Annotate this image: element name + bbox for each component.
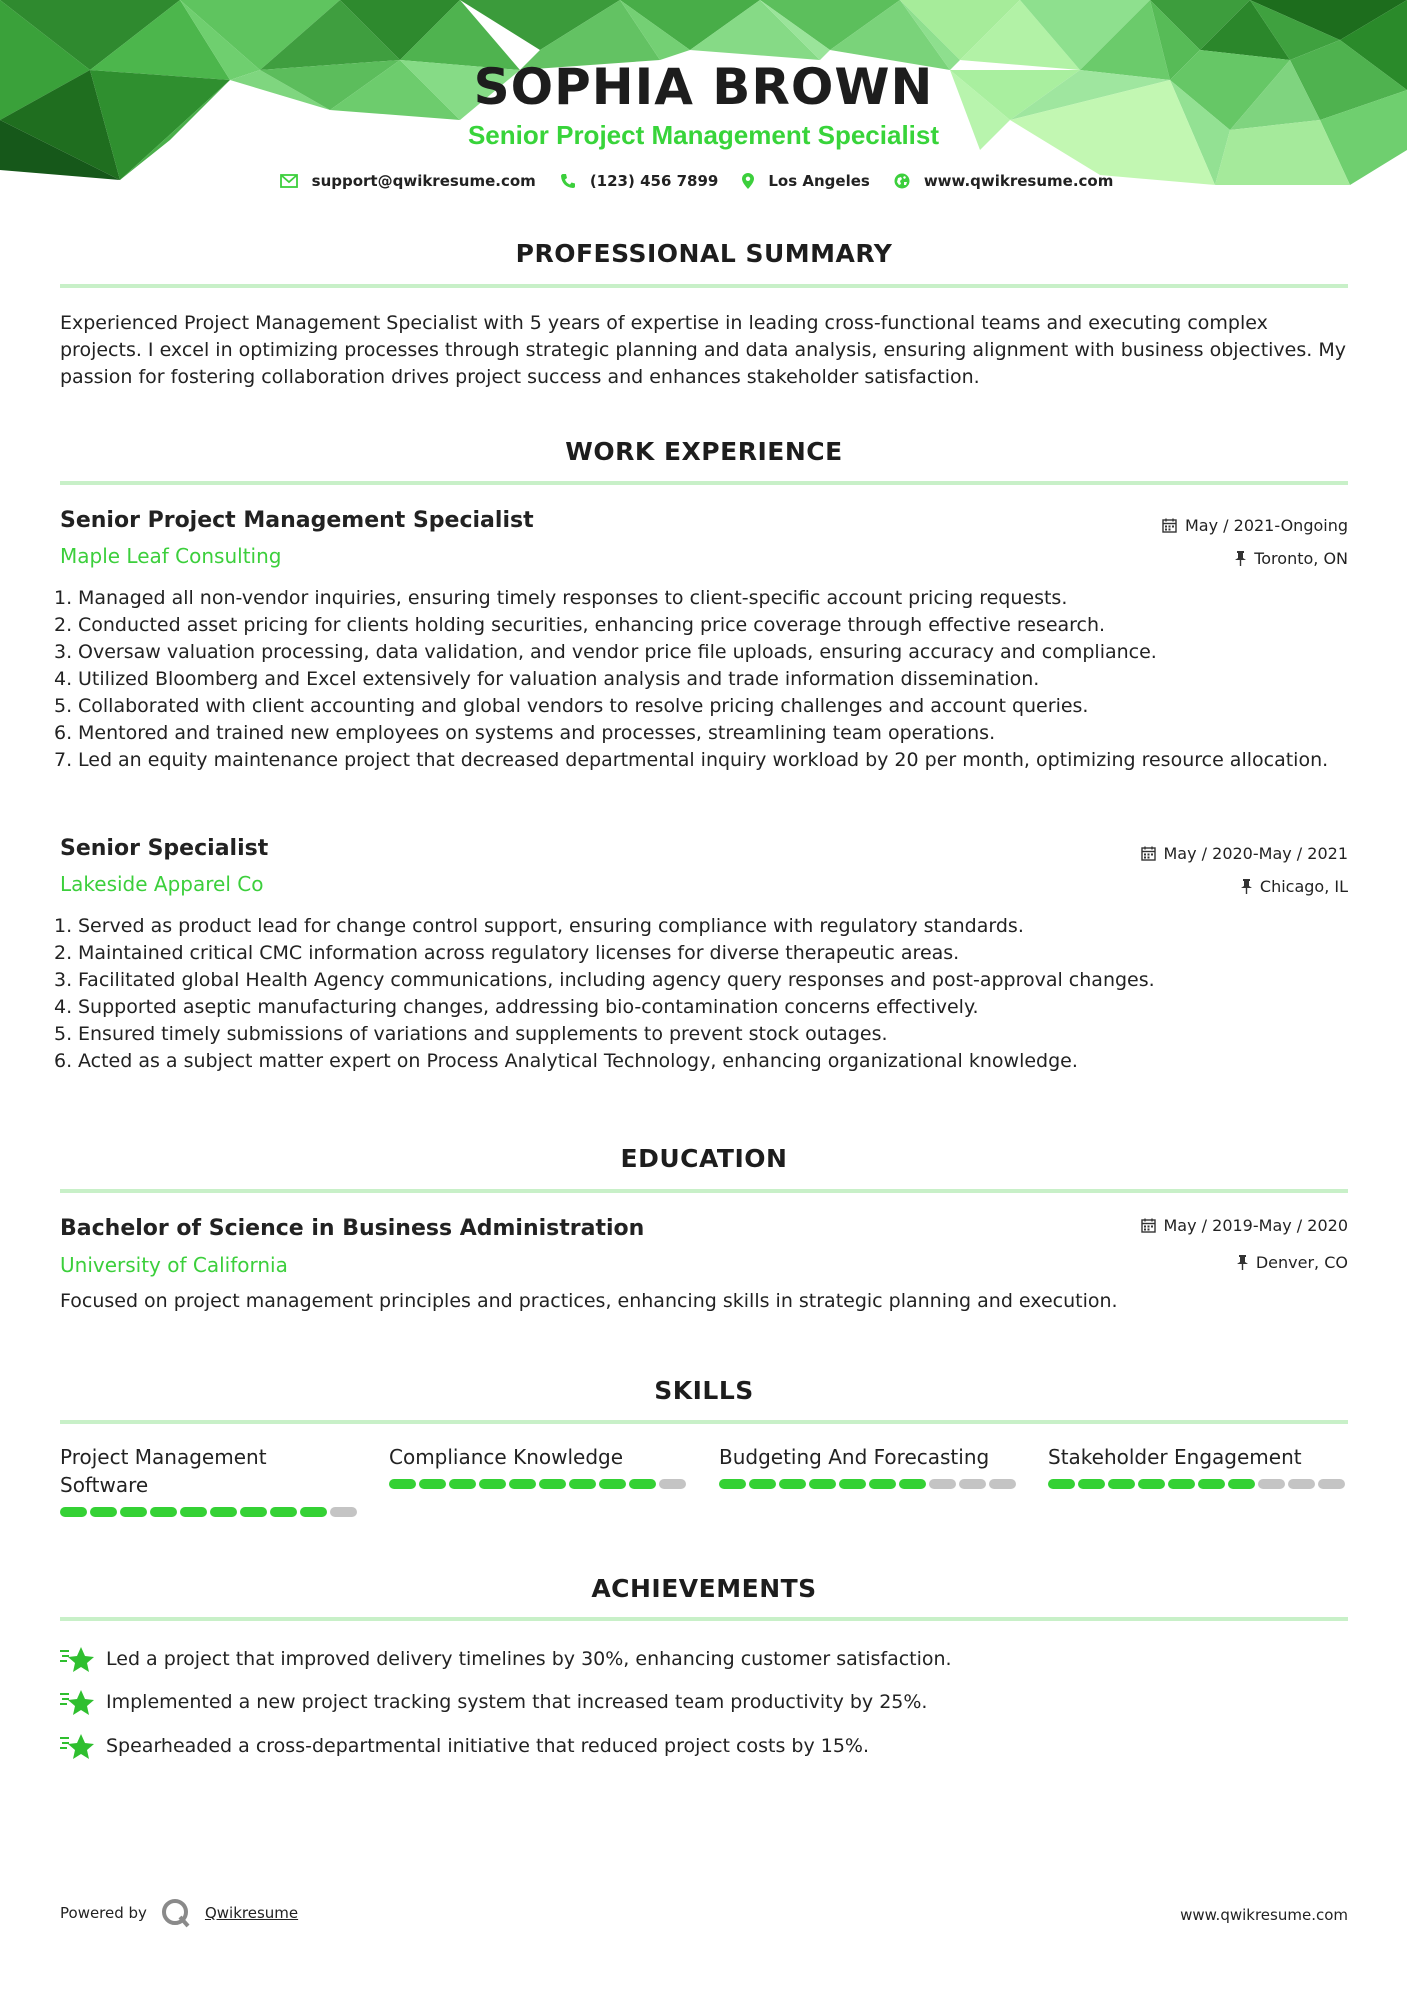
achievement-item [60,1645,952,1673]
job-dates-text: May / 2021-Ongoing [1185,516,1348,535]
skill-level-segment-filled [1048,1479,1075,1489]
skills-heading: SKILLS [654,1376,754,1405]
experience-heading: WORK EXPERIENCE [565,437,843,466]
skill-name: Budgeting And Forecasting [719,1445,990,1469]
calendar-icon [1141,1218,1156,1233]
star-award-icon [60,1732,94,1760]
skill-level-segment-filled [300,1507,327,1517]
skill-item [389,1443,689,1489]
skill-level-bar [60,1507,360,1517]
skill-level-segment-filled [419,1479,446,1489]
calendar-icon [1141,846,1156,861]
contact-phone[interactable] [560,172,719,190]
contact-phone-text: (123) 456 7899 [589,172,719,190]
qwikresume-link[interactable]: Qwikresume [204,1904,299,1922]
education-heading: EDUCATION [620,1144,788,1173]
skill-level-segment-filled [180,1507,207,1517]
list-item: 3. Facilitated global Health Agency communications, including agency query responses and post-approval changes. [54,969,1155,991]
skill-level-segment-filled [629,1479,656,1489]
skill-level-segment-filled [809,1479,836,1489]
skill-level-segment-filled [1108,1479,1135,1489]
education-location-text: Denver, CO [1255,1253,1348,1272]
job-bullet-list [54,585,1350,774]
footer-powered-by [60,1898,298,1928]
skill-level-segment-filled [719,1479,746,1489]
school-name: University of California [60,1253,288,1277]
skill-level-segment-empty [989,1479,1016,1489]
star-award-icon [60,1645,94,1673]
skill-level-segment-filled [150,1507,177,1517]
job-dates [1141,844,1349,863]
contact-website-text: www.qwikresume.com [923,172,1114,190]
list-item: 4. Utilized Bloomberg and Excel extensively for valuation analysis and trade information dissemination. [54,668,1040,690]
contact-location [742,172,869,190]
job-location-text: Chicago, IL [1259,877,1348,896]
skills-divider [60,1420,1348,1424]
summary-heading: PROFESSIONAL SUMMARY [515,239,893,268]
list-item: 1. Served as product lead for change control support, ensuring compliance with regulatory standards. [54,915,1024,937]
skill-level-segment-filled [240,1507,267,1517]
skill-level-segment-filled [509,1479,536,1489]
achievements-heading: ACHIEVEMENTS [591,1574,817,1603]
education-divider [60,1189,1348,1193]
list-item: 2. Maintained critical CMC information across regulatory licenses for diverse therapeutic areas. [54,942,960,964]
globe-icon [894,173,910,189]
contact-website[interactable] [894,172,1114,190]
job-bullet-list [54,913,1350,1075]
experience-divider [60,481,1348,485]
skill-level-segment-empty [959,1479,986,1489]
list-item: 3. Oversaw valuation processing, data validation, and vendor price file uploads, ensuring accuracy and compliance. [54,641,1157,663]
education-dates-text: May / 2019-May / 2020 [1163,1216,1348,1235]
skill-level-segment-empty [659,1479,686,1489]
skill-level-segment-filled [120,1507,147,1517]
skill-level-segment-empty [1318,1479,1345,1489]
calendar-icon [1162,518,1177,533]
skill-level-bar [389,1479,689,1489]
skill-item [60,1443,360,1517]
skill-level-segment-filled [749,1479,776,1489]
powered-by-label: Powered by [60,1904,147,1922]
job-location [1241,877,1348,896]
achievements-divider [60,1617,1348,1621]
skill-level-segment-filled [479,1479,506,1489]
summary-divider [60,284,1348,288]
list-item: 7. Led an equity maintenance project that decreased departmental inquiry workload by 20 per month, optimizing resource allocation. [54,749,1329,771]
list-item: 6. Mentored and trained new employees on systems and processes, streamlining team operations. [54,722,996,744]
skill-level-segment-filled [569,1479,596,1489]
skill-level-segment-filled [60,1507,87,1517]
education-location [1237,1253,1348,1272]
pushpin-icon [1235,551,1246,566]
skill-level-segment-filled [449,1479,476,1489]
phone-icon [560,173,576,189]
pushpin-icon [1237,1255,1248,1270]
job-title: Senior Specialist [60,836,269,861]
skill-name: Stakeholder Engagement [1048,1445,1302,1469]
skill-level-segment-filled [1078,1479,1105,1489]
star-award-icon [60,1688,94,1716]
contact-email-text: support@qwikresume.com [311,172,536,190]
contact-bar [0,172,1407,190]
job-title: Senior Project Management Specialist [60,508,534,533]
job-dates [1162,516,1348,535]
skill-level-segment-filled [389,1479,416,1489]
job-location [1235,549,1348,568]
list-item: 4. Supported aseptic manufacturing changes, addressing bio-contamination concerns effectively. [54,996,979,1018]
skill-level-segment-filled [599,1479,626,1489]
skill-level-segment-filled [270,1507,297,1517]
summary-text: Experienced Project Management Specialist with 5 years of expertise in leading cross-functional teams and executing complex projects. I excel in optimizing processes through strategic planning and data analysis, ensuring alignment with business objectives. My passion for fostering collaboration drives project success and enhances stakeholder satisfaction. [60,312,1346,388]
achievement-item [60,1688,927,1716]
candidate-name: SOPHIA BROWN [473,58,934,116]
skill-level-segment-filled [1228,1479,1255,1489]
achievement-text: Implemented a new project tracking system that increased team productivity by 25%. [106,1691,928,1713]
education-dates [1141,1216,1349,1235]
list-item: 2. Conducted asset pricing for clients holding securities, enhancing price coverage through effective research. [54,614,1106,636]
skill-level-segment-filled [869,1479,896,1489]
job-dates-text: May / 2020-May / 2021 [1163,844,1348,863]
job-location-text: Toronto, ON [1254,549,1348,568]
achievement-text: Led a project that improved delivery timelines by 30%, enhancing customer satisfaction. [106,1648,952,1670]
skill-item [1048,1443,1348,1489]
list-item: 5. Ensured timely submissions of variations and supplements to prevent stock outages. [54,1023,888,1045]
list-item: 1. Managed all non-vendor inquiries, ensuring timely responses to client-specific account pricing requests. [54,587,1068,609]
skill-level-bar [719,1479,1019,1489]
contact-location-text: Los Angeles [768,172,870,190]
qwikresume-logo-icon [161,1898,191,1928]
envelope-icon [280,174,298,188]
footer-website[interactable]: www.qwikresume.com [1180,1906,1348,1924]
skill-level-segment-empty [1288,1479,1315,1489]
skill-level-segment-empty [1258,1479,1285,1489]
skill-name: Compliance Knowledge [389,1445,624,1469]
skill-level-segment-empty [929,1479,956,1489]
candidate-title: Senior Project Management Specialist [467,120,940,150]
pushpin-icon [1241,879,1252,894]
skill-level-segment-filled [1198,1479,1225,1489]
job-company: Maple Leaf Consulting [60,544,282,568]
skill-level-bar [1048,1479,1348,1489]
skill-item [719,1443,1019,1489]
skill-level-segment-filled [779,1479,806,1489]
skill-level-segment-filled [899,1479,926,1489]
degree-title: Bachelor of Science in Business Administration [60,1216,645,1241]
list-item: 5. Collaborated with client accounting and global vendors to resolve pricing challenges and account queries. [54,695,1089,717]
skill-level-segment-filled [1168,1479,1195,1489]
list-item: 6. Acted as a subject matter expert on Process Analytical Technology, enhancing organizational knowledge. [54,1050,1078,1072]
skill-level-segment-filled [839,1479,866,1489]
resume-header [0,0,1407,200]
skill-name: Project Management Software [60,1445,267,1497]
skill-level-segment-empty [330,1507,357,1517]
achievement-item [60,1732,869,1760]
skill-level-segment-filled [210,1507,237,1517]
skill-level-segment-filled [1138,1479,1165,1489]
achievement-text: Spearheaded a cross-departmental initiative that reduced project costs by 15%. [106,1735,869,1757]
map-pin-icon [742,173,754,189]
job-company: Lakeside Apparel Co [60,872,264,896]
skill-level-segment-filled [90,1507,117,1517]
skill-level-segment-filled [539,1479,566,1489]
contact-email[interactable] [280,172,536,190]
education-description: Focused on project management principles and practices, enhancing skills in strategic planning and execution. [60,1290,1118,1312]
